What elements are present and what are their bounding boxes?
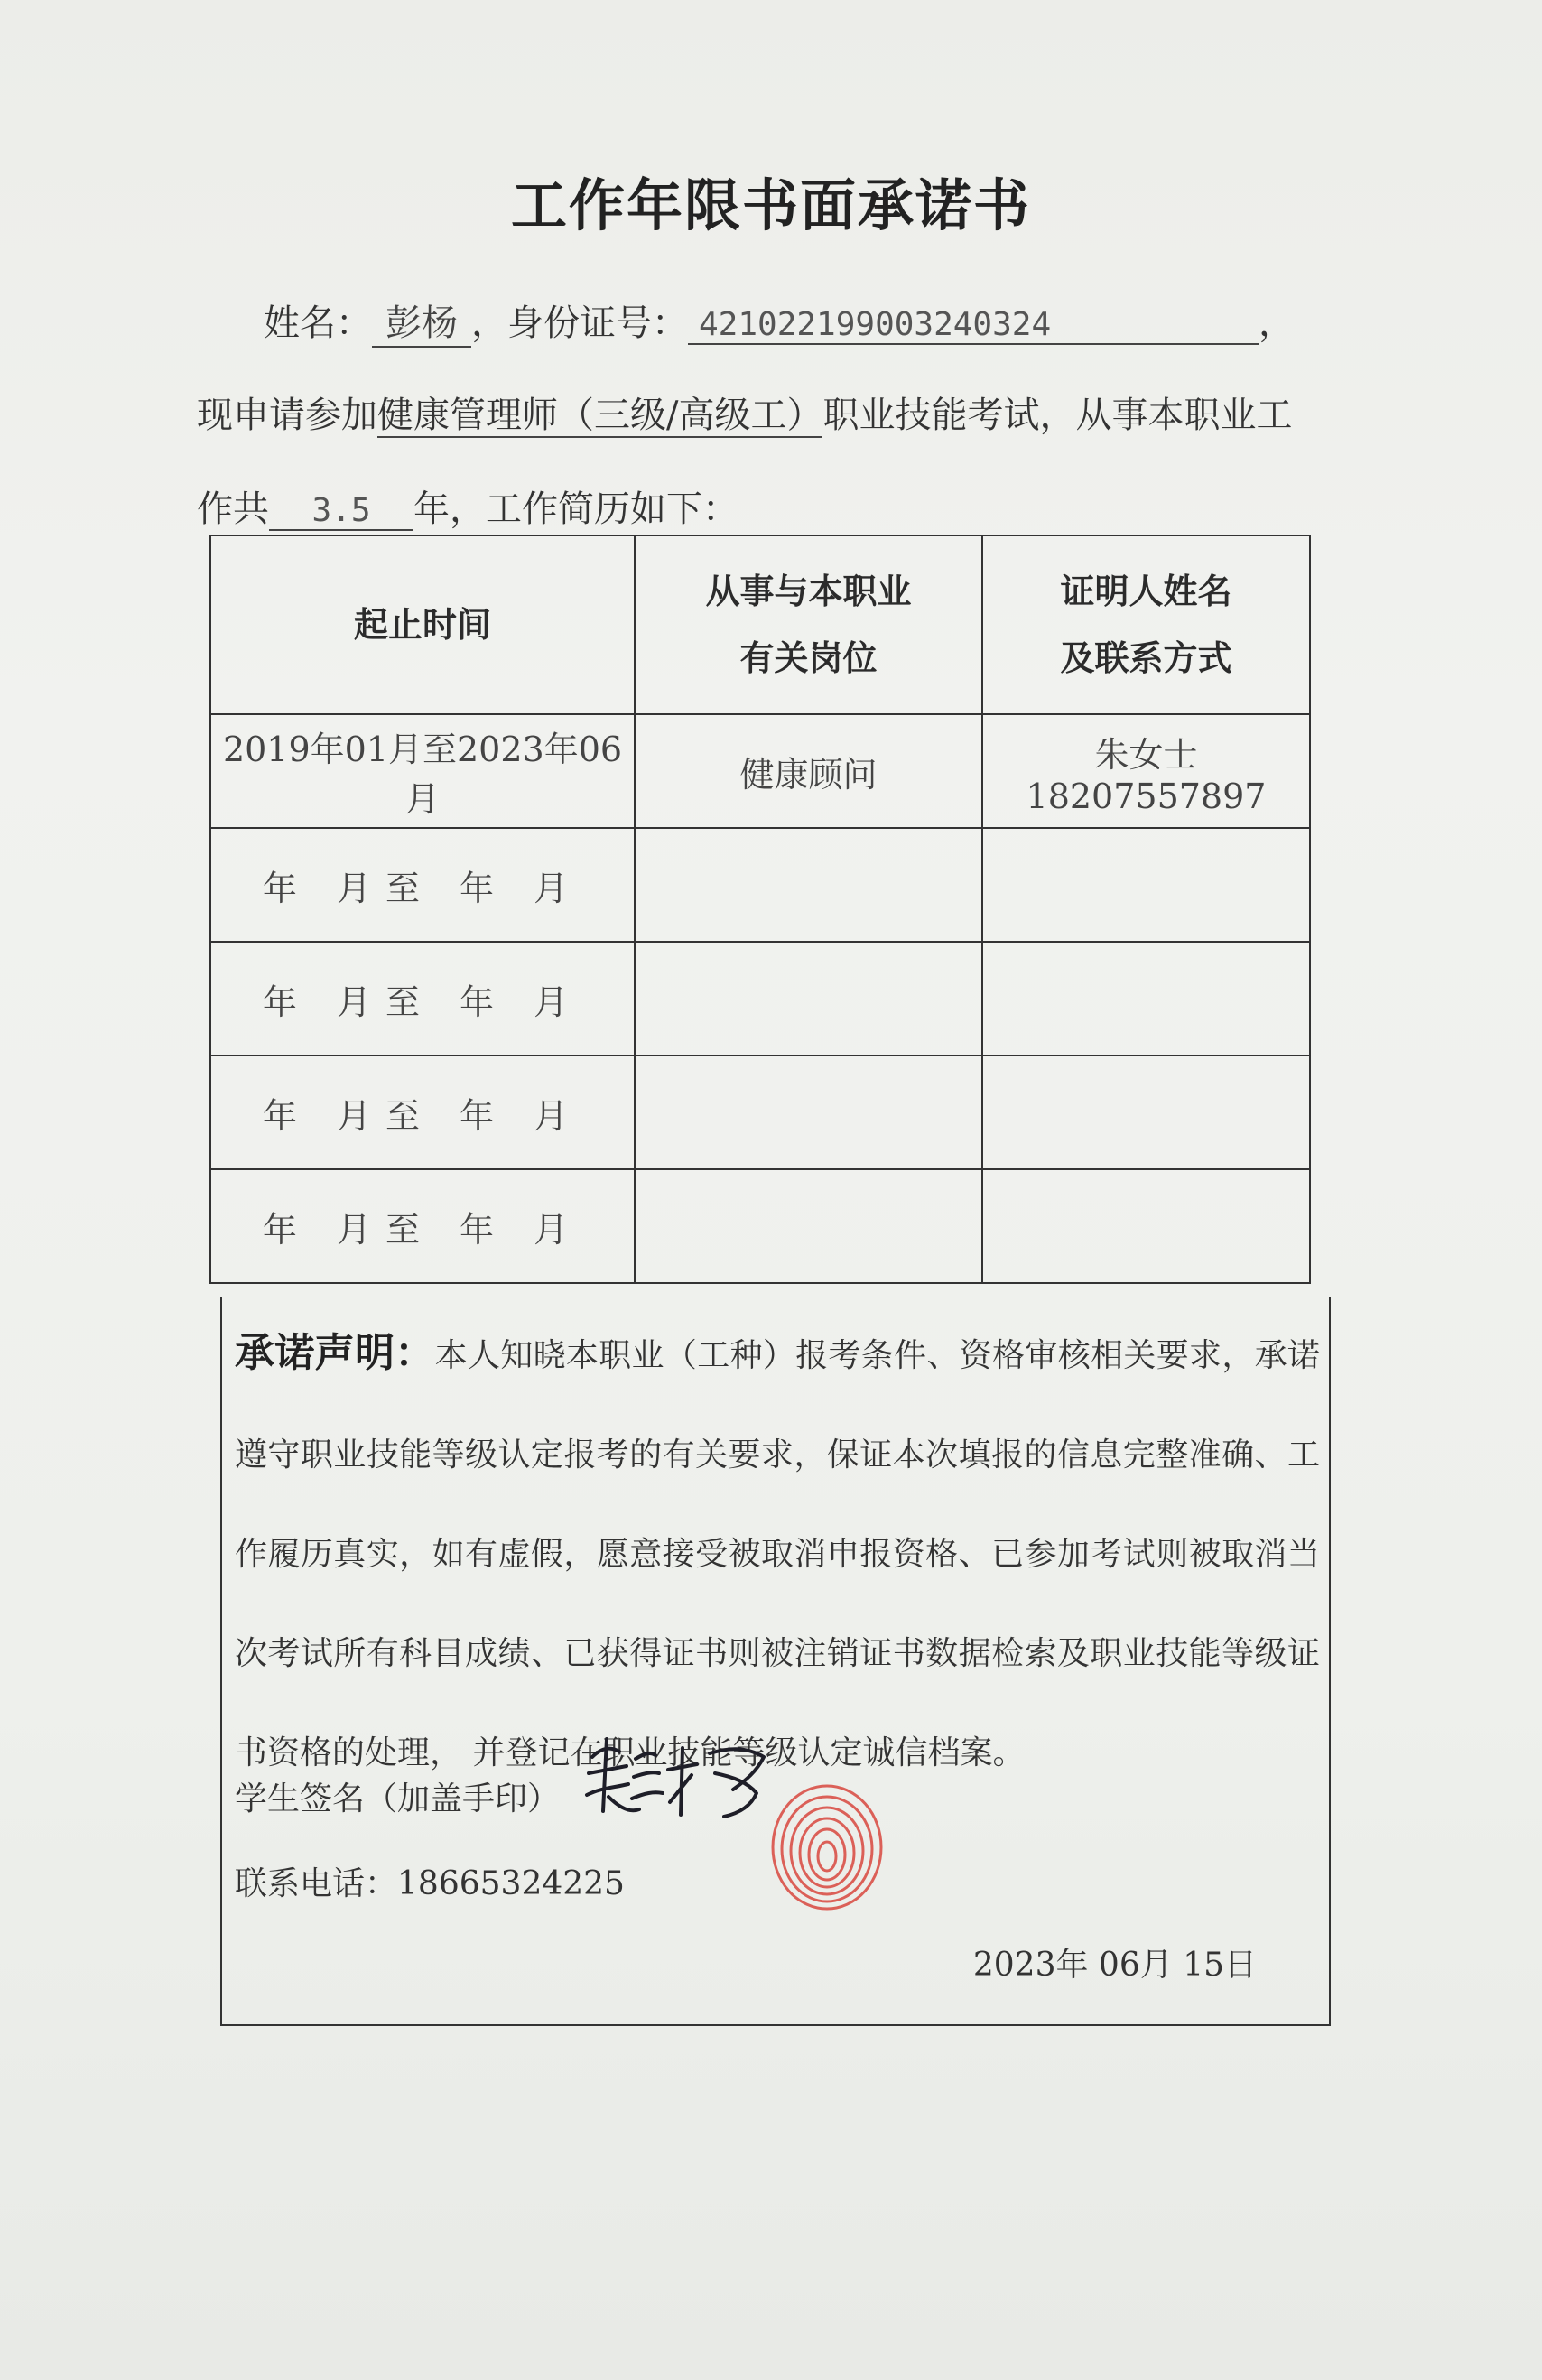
row-period: 年 月至 年 月: [210, 1055, 635, 1169]
apply-suffix: 职业技能考试，从事本职业工: [822, 395, 1293, 436]
phone-number: 18665324225: [397, 1865, 625, 1902]
fingerprint-stamp: [764, 1779, 890, 1914]
row-position: [635, 1169, 982, 1283]
table-row: [210, 828, 1310, 942]
years-prefix: 作共: [197, 488, 269, 530]
row-position: [635, 942, 982, 1055]
years-value: 3.5: [269, 492, 413, 531]
signature-label: 学生签名（加盖手印）: [235, 1780, 561, 1818]
work-history-table: [209, 535, 1311, 1284]
document-title: 工作年限书面承诺书: [510, 172, 1031, 238]
pledge-body: 本人知晓本职业（工种）报考条件、资格审核相关要求，承诺遵守职业技能等级认定报考的有关要求，保证本次填报的信息完整准确、工作履历真实，如有虚假，愿意接受被取消申报资格、已参加考试则被取消当次考试所有科目成绩、已获得证书则被注销证书数据检索及职业技能等级证书资格的处理， 并登记在职业技能等级认定诚信档案。: [235, 1337, 1320, 1771]
exam-name: 健康管理师（三级/高级工）: [377, 395, 823, 436]
sign-date: 2023年 06月 15日: [972, 1947, 1257, 1984]
row-position: [635, 828, 982, 942]
id-label: ，身份证号：: [471, 302, 688, 344]
applicant-line-2: [197, 386, 1292, 438]
header-position: [635, 535, 982, 714]
phone-label: 联系电话：: [235, 1865, 398, 1902]
header-witness: [982, 535, 1310, 714]
header-witness-line2: 及联系方式: [1060, 638, 1232, 678]
pledge-label: 承诺声明：: [235, 1330, 435, 1376]
years-suffix: 年，工作简历如下：: [413, 488, 738, 530]
header-position-line2: 有关岗位: [739, 638, 878, 678]
apply-prefix: 现申请参加: [197, 395, 377, 436]
row-period: 年 月至 年 月: [210, 1169, 635, 1283]
row-witness: 朱女士18207557897: [982, 714, 1310, 828]
row-period: 2019年01月至2023年06月: [210, 714, 635, 828]
row-witness: [982, 942, 1310, 1055]
table-header-row: [210, 535, 1310, 714]
row-position: 健康顾问: [635, 714, 982, 828]
id-suffix: ，: [1259, 302, 1295, 344]
table-row: [210, 714, 1310, 828]
table-row: [210, 1055, 1310, 1169]
applicant-name: 彭杨: [372, 294, 471, 348]
id-number: 421022199003240324: [688, 306, 1259, 345]
name-label: 姓名：: [264, 302, 372, 344]
signature-row: [235, 1773, 560, 1819]
row-period: 年 月至 年 月: [210, 828, 635, 942]
header-witness-line1: 证明人姓名: [1060, 572, 1232, 611]
applicant-line-1: [264, 294, 1295, 348]
row-witness: [982, 1055, 1310, 1169]
header-position-line1: 从事与本职业: [705, 572, 912, 611]
row-position: [635, 1055, 982, 1169]
table-row: [210, 942, 1310, 1055]
row-witness: [982, 828, 1310, 942]
pledge-section: [220, 1297, 1331, 2026]
header-period: 起止时间: [210, 535, 635, 714]
phone-row: [235, 1858, 625, 1904]
row-witness: [982, 1169, 1310, 1283]
table-row: [210, 1169, 1310, 1283]
applicant-line-3: [197, 480, 738, 532]
row-period: 年 月至 年 月: [210, 942, 635, 1055]
